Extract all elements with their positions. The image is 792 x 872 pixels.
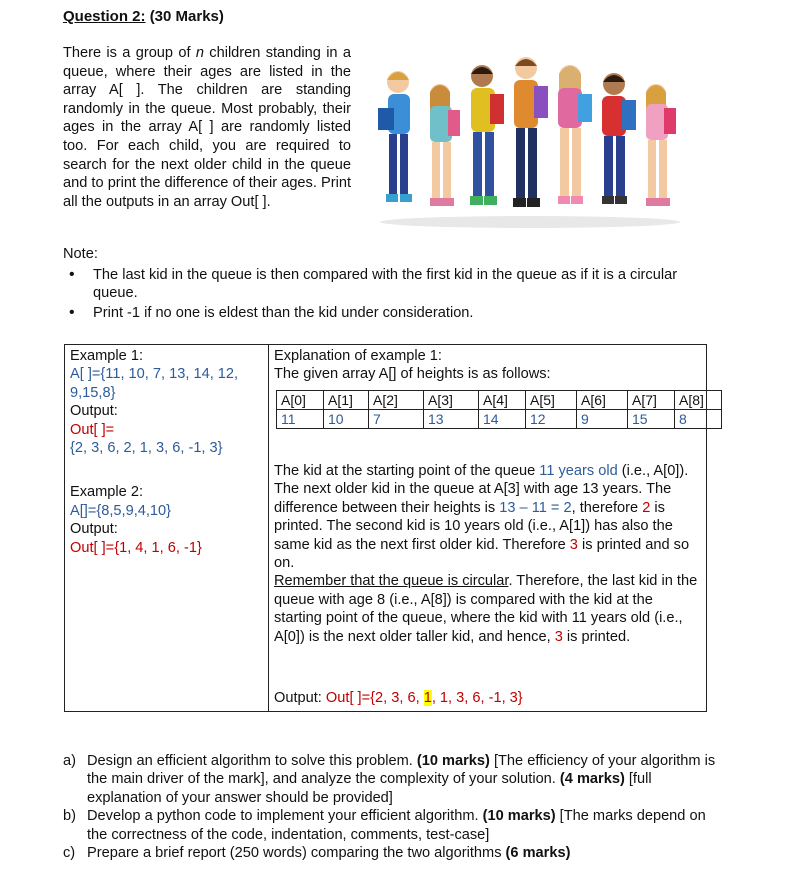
child-figure-6 [602, 73, 636, 204]
task-item: b) Develop a python code to implement your efficient algorithm. (10 marks) [The marks depend on the correctness of the code, indentation, comments, test-case] [63, 808, 706, 843]
array-header-row [277, 391, 722, 410]
array-header-cell: A[2] [369, 391, 424, 410]
explanation-header [274, 347, 704, 384]
child-figure-5 [558, 65, 592, 204]
array-header-cell: A[5] [526, 391, 577, 410]
task-item: a) Design an efficient algorithm to solve this problem. (10 marks) [The efficiency of your algorithm is the main driver of the mark], and analyze the complexity of your solution. (4 marks) [full explanation of your answer should be provided] [63, 753, 716, 806]
explanation-paragraph-1: The kid at the starting point of the queue 11 years old (i.e., A[0]). The next older kid in the queue at A[3] with age 13 years. The difference between their heights is 13 – 11 = 2, therefore 2 is printed. The second kid is 10 years old (i.e., A[1]) has also the same kid as the next first older kid. Therefore 3 is printed and so on. [274, 463, 690, 572]
example2-label: Example 2: [70, 484, 144, 501]
task-item: c) Prepare a brief report (250 words) comparing the two algorithms (6 marks) [63, 845, 571, 862]
array-header-cell: A[6] [577, 391, 628, 410]
array-value-row [277, 410, 722, 429]
array-header-cell: A[1] [324, 391, 369, 410]
explanation-heading: Explanation of example 1: [274, 348, 442, 364]
array-header-cell: A[7] [628, 391, 675, 410]
array-value-cell: 10 [324, 410, 369, 429]
array-value-cell: 8 [675, 410, 722, 429]
child-figure-3 [470, 65, 504, 205]
example2-out: Out[ ]={1, 4, 1, 6, -1} [70, 539, 202, 556]
example1-out-values: {2, 3, 6, 2, 1, 3, 6, -1, 3} [70, 440, 223, 457]
note-list [63, 266, 723, 324]
array-value-cell: 9 [577, 410, 628, 429]
example1-input: A[ ]={11, 10, 7, 13, 14, 12, 9,15,8} [70, 366, 243, 401]
array-table [276, 390, 722, 429]
array-value-cell: 12 [526, 410, 577, 429]
note-label: Note: [63, 246, 98, 262]
child-figure-2 [430, 84, 460, 206]
question-title: Question 2: (30 Marks) [63, 8, 224, 25]
example1-out-label: Out[ ]= [70, 421, 115, 438]
example2-output-label: Output: [70, 521, 118, 538]
intro-paragraph: There is a group of n children standing in a queue, where their ages are listed in the array A[ ]. The children are standing randomly in the queue. Most probably, their ages in the array A[ ] are randomly listed too. For each child, you are required to search for the next older child in the queue and to print the difference of their ages. Print all the outputs in an array Out[ ]. [63, 45, 351, 210]
array-header-cell: A[0] [277, 391, 324, 410]
array-value-cell: 7 [369, 410, 424, 429]
note-item: • The last kid in the queue is then compared with the first kid in the queue as if it is a circular queue. [63, 266, 723, 302]
task-list [63, 752, 723, 862]
example1-label: Example 1: [70, 348, 144, 364]
examples-column [70, 347, 266, 557]
note-item: • Print -1 if no one is eldest than the kid under consideration. [63, 304, 723, 322]
child-figure-4 [513, 57, 548, 207]
example1-output-label: Output: [70, 403, 118, 420]
table-divider [268, 344, 269, 712]
array-header-cell: A[8] [675, 391, 722, 410]
children-with-backpacks-photo [370, 42, 688, 232]
explanation-text [274, 462, 702, 646]
array-value-cell: 14 [479, 410, 526, 429]
array-value-cell: 15 [628, 410, 675, 429]
array-value-cell: 13 [424, 410, 479, 429]
explanation-paragraph-2: Remember that the queue is circular. Therefore, the last kid in the queue with age 8 (i.e., A[8]) is compared with the kid at the starting point of the queue, where the kid with 11 years old (i.e., A[0]) is the next older taller kid, and hence, 3 is printed. [274, 573, 698, 645]
child-figure-7 [646, 84, 676, 206]
array-header-cell: A[4] [479, 391, 526, 410]
explanation-intro: The given array A[] of heights is as follows: [274, 366, 551, 383]
array-value-cell: 11 [277, 410, 324, 429]
explanation-output: Output: Out[ ]={2, 3, 6, 1, 1, 3, 6, -1, 3} [274, 690, 523, 706]
child-figure-1 [378, 71, 412, 202]
example2-input: A[]={8,5,9,4,10} [70, 502, 172, 519]
array-header-cell: A[3] [424, 391, 479, 410]
